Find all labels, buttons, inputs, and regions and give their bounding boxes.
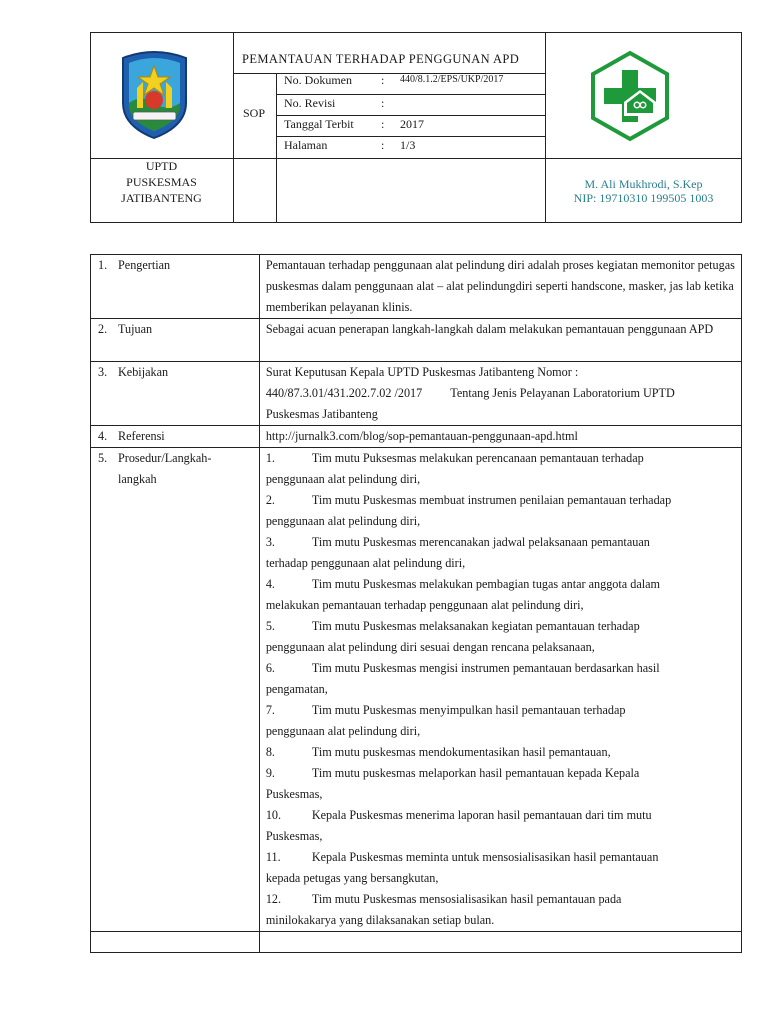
step-number: 8. (265, 745, 275, 759)
section-label-cell (91, 362, 260, 426)
step-number: 5. (265, 619, 275, 633)
step-text-continued: penggunaan alat pelindung diri, (265, 472, 421, 486)
divider (233, 32, 234, 223)
meta-label-no-dokumen: No. Dokumen (284, 73, 352, 87)
empty-cell (91, 932, 260, 953)
meta-sep: : (381, 117, 385, 131)
step-text: Tim mutu Puskesmas mensosialisasikan hasil pemantauan pada (311, 892, 622, 906)
signer-nip: NIP: 19710310 199505 1003 (573, 191, 714, 205)
kebijakan-number: 440/87.3.01/431.202.7.02 /2017 (265, 386, 423, 400)
org-name-line2: PUSKESMAS (126, 175, 197, 189)
divider (276, 94, 545, 95)
section-text (259, 362, 741, 426)
kebijakan-line: Surat Keputusan Kepala UPTD Puskesmas Jatibanteng Nomor : (265, 365, 579, 379)
meta-label-tanggal-terbit: Tanggal Terbit (284, 117, 354, 131)
procedure-steps (259, 448, 741, 932)
step-text: Tim mutu Puskesmas menyimpulkan hasil pemantauan terhadap (311, 703, 626, 717)
step-text: Kepala Puskesmas menerima laporan hasil pemantauan dari tim mutu (311, 808, 652, 822)
section-label: Referensi (118, 429, 165, 443)
section-label: Kebijakan (118, 365, 169, 379)
section-number: 5. (98, 451, 108, 465)
meta-label-halaman: Halaman (284, 138, 328, 152)
procedure-step (266, 700, 735, 721)
procedure-step (266, 448, 735, 469)
document-title: PEMANTAUAN TERHADAP PENGGUNAN APD (242, 52, 520, 66)
meta-value-tanggal-terbit: 2017 (400, 117, 424, 131)
regional-emblem-icon (117, 48, 192, 140)
section-row-pengertian (91, 255, 742, 319)
step-text: Kepala Puskesmas meminta untuk mensosialisasikan hasil pemantauan (311, 850, 659, 864)
step-text: Tim mutu Puskesmas merencanakan jadwal pelaksanaan pemantauan (311, 535, 650, 549)
section-row-prosedur (91, 448, 742, 932)
kebijakan-subject: Tentang Jenis Pelayanan Laboratorium UPTD (450, 386, 675, 400)
meta-label-no-revisi: No. Revisi (284, 96, 336, 110)
step-text-continued: terhadap penggunaan alat pelindung diri, (265, 556, 466, 570)
empty-row (91, 932, 742, 953)
divider (276, 115, 545, 116)
step-text-continued: melakukan pemantauan terhadap penggunaan alat pelindung diri, (265, 598, 584, 612)
section-label: Tujuan (118, 322, 153, 336)
step-text-continued: Puskesmas, (265, 787, 323, 801)
section-label-cell (91, 319, 260, 362)
meta-sep: : (381, 96, 385, 110)
section-number: 2. (98, 322, 108, 336)
step-text-continued: penggunaan alat pelindung diri, (265, 514, 421, 528)
puskesmas-logo-icon (584, 50, 676, 142)
section-row-tujuan (91, 319, 742, 362)
divider (276, 136, 545, 137)
step-number: 1. (265, 451, 275, 465)
procedure-step (266, 763, 735, 784)
meta-sep: : (381, 73, 385, 87)
step-text: Tim mutu Puskesmas melaksanakan kegiatan pemantauan terhadap (311, 619, 640, 633)
step-text-continued: penggunaan alat pelindung diri sesuai dengan rencana pelaksanaan, (265, 640, 595, 654)
org-name-line1: UPTD (145, 159, 178, 173)
referensi-link: http://jurnalk3.com/blog/sop-pemantauan-penggunaan-apd.html (259, 426, 741, 448)
step-text: Tim mutu Puskesmas mengisi instrumen pemantauan berdasarkan hasil (311, 661, 660, 675)
org-name-line3: JATIBANTENG (121, 191, 202, 205)
step-text: Tim mutu puskesmas mendokumentasikan hasil pemantauan, (311, 745, 611, 759)
step-number: 12. (265, 892, 282, 906)
step-number: 4. (265, 577, 275, 591)
section-label-cell (91, 448, 260, 932)
procedure-step (266, 889, 735, 910)
procedure-step (266, 532, 735, 553)
section-text: Sebagai acuan penerapan langkah-langkah dalam melakukan pemantauan penggunaan APD (259, 319, 741, 362)
section-label: Pengertian (118, 258, 171, 272)
section-row-kebijakan (91, 362, 742, 426)
section-row-referensi (91, 426, 742, 448)
section-label: langkah (118, 472, 157, 486)
step-text: Tim mutu Puksesmas melakukan perencanaan pemantauan terhadap (311, 451, 644, 465)
step-text-continued: kepada petugas yang bersangkutan, (265, 871, 439, 885)
step-text: Tim mutu Puskesmas melakukan pembagian tugas antar anggota dalam (311, 577, 661, 591)
meta-value-halaman: 1/3 (400, 138, 416, 152)
step-number: 2. (265, 493, 275, 507)
step-text: Tim mutu Puskesmas membuat instrumen penilaian pemantauan terhadap (311, 493, 672, 507)
procedure-step (266, 742, 735, 763)
meta-value-no-dokumen: 440/8.1.2/EPS/UKP/2017 (400, 74, 504, 85)
section-label-cell (91, 426, 260, 448)
section-text: Pemantauan terhadap penggunaan alat pelindung diri adalah proses kegiatan memonitor petugas puskesmas dalam penggunaan alat – alat pelindungdiri seperti handscone, masker, jas lab ketika memberikan pelayanan klinis. (259, 255, 741, 319)
procedure-step (266, 574, 735, 595)
empty-cell (259, 932, 741, 953)
kebijakan-line: Puskesmas Jatibanteng (265, 407, 378, 421)
step-number: 7. (265, 703, 275, 717)
step-number: 6. (265, 661, 275, 675)
step-number: 10. (265, 808, 282, 822)
section-number: 1. (98, 258, 108, 272)
procedure-step (266, 490, 735, 511)
sop-label: SOP (243, 106, 266, 120)
section-label: Prosedur/Langkah- (118, 451, 212, 465)
divider (90, 158, 742, 159)
procedure-step (266, 658, 735, 679)
step-text: Tim mutu puskesmas melaporkan hasil pemantauan kepada Kepala (311, 766, 640, 780)
meta-sep: : (381, 138, 385, 152)
step-text-continued: pengamatan, (265, 682, 328, 696)
divider (276, 73, 277, 223)
section-label-cell (91, 255, 260, 319)
step-number: 9. (265, 766, 275, 780)
step-text-continued: minilokakarya yang dilaksanakan setiap bulan. (265, 913, 495, 927)
sop-content-table (90, 254, 742, 953)
step-number: 3. (265, 535, 275, 549)
procedure-step (266, 847, 735, 868)
kebijakan-line (266, 383, 735, 404)
section-number: 4. (98, 429, 108, 443)
step-text-continued: Puskesmas, (265, 829, 323, 843)
step-number: 11. (265, 850, 281, 864)
signer-name: M. Ali Mukhrodi, S.Kep (584, 177, 703, 191)
procedure-step (266, 616, 735, 637)
procedure-step (266, 805, 735, 826)
step-text-continued: penggunaan alat pelindung diri, (265, 724, 421, 738)
section-number: 3. (98, 365, 108, 379)
